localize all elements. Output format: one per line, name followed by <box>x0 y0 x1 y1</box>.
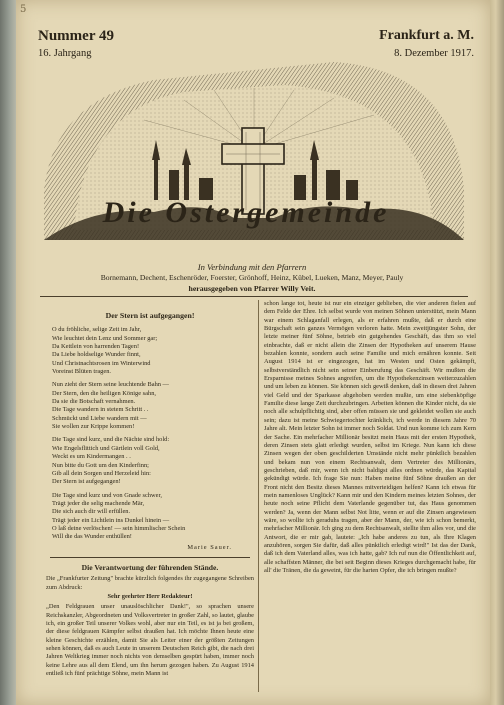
poem-line: Weckt es um Kindermangen . . <box>52 453 131 461</box>
poem-line: Nun zieht der Stern seine leuchtende Bahn — <box>52 381 169 389</box>
section-divider <box>50 557 250 558</box>
masthead-line-3: herausgegeben von Pfarrer Willy Veit. <box>188 284 316 293</box>
masthead-rule <box>40 296 468 297</box>
book-spine <box>0 0 16 705</box>
poem-line: Voreinst Blüten tragen. <box>52 368 111 376</box>
poem-title: Der Stern ist aufgegangen! <box>105 311 195 320</box>
page-corner-mark: 5 <box>20 4 27 15</box>
left-column <box>46 300 254 678</box>
masthead-line-2: Bornemann, Dechent, Eschenröder, Foerster, Grönhoff, Heinz, Kübel, Lueken, Manz, Meyer, Pauly <box>100 273 404 282</box>
article-body-left: „Den Feldgrauen unser unauslöschlicher Dank!", so sprachen unsere Reichskanzler, Abgeordneten und Volksvertreter in großer Zahl, so lautet, glaube ich, ein großer Teil unserer Volkes wohl, aber nur ein Teil, es ist ja bei großem, der diese feldgrauen Kämpfer selbst draußen hat. Ich möchte Ihnen heute eine kleine Geschichte erzählen, damit Sie als Leiter einer der größten Zeitungen sehen können, daß es auch Leute in unserem Deutschen Reich gibt, die nach drei Jahren Weltkrieg immer noch nichts von demselben gespürt haben, immer noch keine Lehre aus all dem Elend, um ihn herum gezogen haben. Zu August 1914 entließ ich fünf prächtige Söhne, mein Mann ist <box>46 603 254 678</box>
page-stack-edge <box>490 0 504 705</box>
poem-line: Wie Engelsflittich und Gärtlein voll Gold, <box>52 444 160 452</box>
poem-line: O du fröhliche, selige Zeit im Jahr, <box>52 326 142 334</box>
poem-line: Schmückt und Liebe wandern mit — <box>52 414 147 422</box>
article-title: Die Verantwortung der führenden Stände. <box>81 562 219 572</box>
newspaper-page <box>16 0 490 705</box>
masthead-line-1: In Verbindung mit den Pfarrern <box>197 262 307 272</box>
publication-city: Frankfurt a. M. <box>379 28 474 43</box>
poem-line: Der Stern ist aufgegangen! <box>52 478 121 486</box>
poem-stanza <box>52 381 254 431</box>
poem-line: Da sie die Botschaft vernahmen. <box>52 398 136 406</box>
masthead-title: Die Ostergemeinde <box>102 196 390 229</box>
poem-stanza <box>52 436 254 486</box>
poem-line: Wie leuchtet dein Lenz und Sommer gar; <box>52 334 158 342</box>
poem-line: Und Christnachtsrosen im Winterwind <box>52 359 151 367</box>
poem-stanza <box>52 492 254 542</box>
poem-line: Da Kettlein von harrenden Tagen! <box>52 343 140 351</box>
poem <box>52 326 254 541</box>
volume-year: 16. Jahrgang <box>38 48 92 59</box>
poem-line: Der Stern, den die heiligen Könige sahn, <box>52 389 156 397</box>
poem-line: Die sich auch dir will erfüllen. <box>52 508 131 516</box>
article-intro: Die „Frankfurter Zeitung" brachte kürzlich folgendes ihr zugegangene Schreiben zum Abdruck: <box>46 575 254 591</box>
poem-line: Sie wollen zur Krippe kommen! <box>52 423 135 431</box>
issue-number: Nummer 49 <box>38 28 114 44</box>
poem-line: Will die das Wunder enthüllen! <box>52 533 132 541</box>
poem-line: Gib all dein Sorgen und Herzeleid hin: <box>52 469 151 477</box>
article-salutation: Sehr geehrter Herr Redakteur! <box>107 592 193 600</box>
poem-line: Die Tage wandern in stetem Schritt . . <box>52 406 149 414</box>
poem-line: Nun bitte du Gott um den Kinderfinn; <box>52 461 149 469</box>
poem-stanza <box>52 326 254 376</box>
right-column <box>264 300 476 575</box>
poem-line: Da Liebe holdselige Wunder finnt, <box>52 351 141 359</box>
poem-line: Trägt jeder die selig machende Mär, <box>52 499 145 507</box>
poem-line: Die Tage sind kurz, und die Nächte sind hold: <box>52 436 170 444</box>
poem-line: O laß deine verlöschen! — sein himmlischer Schein <box>52 524 186 532</box>
poem-author: Marie Sauer. <box>187 543 232 551</box>
article-body-right: schon lange tot, heute ist nur ein einziger geblieben, die vier anderen fielen auf dem Felde der Ehre. Ich selbst wurde von meinen Söhnen unterstützt, mein Mann war einem Schlaganfall erlegen, als er erfahren mußte, daß er durch eine Bürgschaft sein ganzes Vermögen verloren hatte. Mein zweitjüngster Sohn, der letzte meiner fünf Söhne, betrieb ein gutgehendes Geschäft, das ihm so viel einbrachte, daß er nicht allein die Zinsen der Hypotheken auf unserem Hause bezahlen konnte, sondern auch seine Familie und mich ernähren konnte. Seit August 1914 ist er eingezogen, hat im Westen und Osten gekämpft, selbstverständlich nicht sein seiner Einberufung das Geschäft. Wir mußten die Ersparnisse meines Sohnes angreifen, um die Hypothekenzinsen weiterzuzahlen und um leben zu können. Sie können sich gewiß denken, daß in diesen drei Jahren viel Geld und der Sparkasse abgehoben werden mußte, um eine siebenköpfige Familie diese lange Zeit durchzubringen. Arbeiten können die Kinder nicht, da sie noch alle schulpflichtig sind, aber offen müssen sie und gekleidet wollen sie auch sein; dazu ist meine Schwiegertochter kränklich, ich werde in diesem Jahre 70 Jahre alt. Mein letzter Sohn ist immer noch Soldat. Und nun komme ich zum Kern der Sache. Ein mehrfacher Millionär besitzt mein Haus mit der ersten Hypothek, deren Zinsen stets glatt erledigt wurden, selbst im Kriege. Nun kann ich diese Zinsen wegen der oben geschilderten Umstände nicht mehr pünktlich bezahlen und bekam nun von einem Rechtsanwalt, dem Vertreter des Millionärs, geschrieben, daß mir, wenn ich nicht baldigst alles ordnen würde, das Kapital gekündigt würde. Ich frage Sie nun: Haben meine fünf Söhne draußen an der Front nicht den Besitz dieses Mannes mitverteidigen helfen? Kann ich etwas für mein namenloses Unglück? Kann mir und den Kindern meines letzten Sohnes, der heute noch seine Pflicht dem Vaterlande gegenüber tut, das Haus genommen werden? Ja, wenn der Mann selbst Not litte, wenn er auf die Zinsen angewiesen wäre, so wollte ich geraduhs tragen, aber der Mann, der, wie ich schon bemerkt, mehrfacher Millionär. Ich ging zu dem Rechtsanwalt, stellte ihm alles vor, und die Antwort, die er mir gab, lautete: „Ich habe anderes zu tun, als Ihre Klagen anzuhören, sorgen Sie dafür, daß alles pünktlich erledigt wird!" Ist das der Dank, daß ich dem Vaterland alles, was ich hatte, gab? Ich ruf nun die Öffentlichkeit auf, alle schaffsten Männer, die bei seit Beginn dieses Krieges durchgemacht habe, für all' die Tränen, die da geweint, für die harten Opfer, die ich bringen mußte? <box>264 300 476 574</box>
poem-line: Trägt jeder ein Lichtlein ins Dunkel hinein — <box>52 516 170 524</box>
issue-date: 8. Dezember 1917. <box>394 48 474 59</box>
poem-line: Die Tage sind kurz und von Gnade schwer, <box>52 491 162 499</box>
column-separator <box>258 300 259 692</box>
